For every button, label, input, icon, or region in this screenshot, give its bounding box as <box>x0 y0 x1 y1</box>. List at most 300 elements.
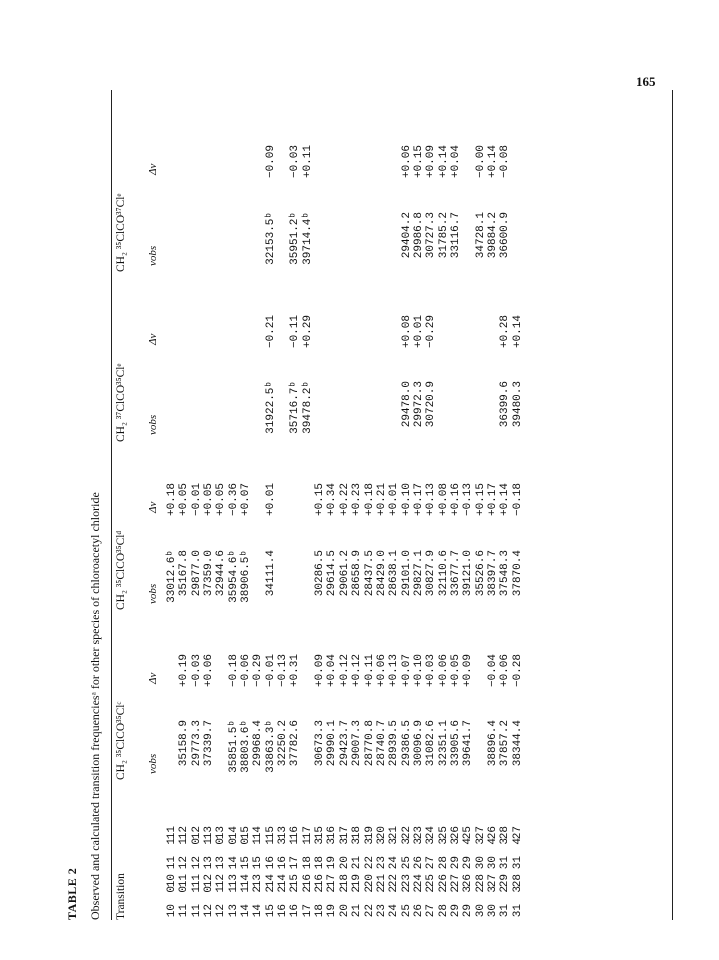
delta-nu-value: +0.11 <box>363 654 376 688</box>
delta-nu-value: +0.09 <box>462 654 475 688</box>
transition-value: 4 <box>486 838 499 845</box>
transition-value: 23 <box>375 904 388 918</box>
nu-obs-value: 33012.6ᵇ <box>166 550 178 603</box>
nu-obs-value <box>326 381 338 439</box>
transition-value: 22 <box>400 826 413 840</box>
delta-nu-value <box>376 145 388 185</box>
transition-value: 29 <box>499 874 512 888</box>
transition-value: 28 <box>499 826 512 840</box>
transition-value: 15 <box>240 856 253 870</box>
delta-nu-value: +0.11 <box>301 145 314 179</box>
nu-obs-value <box>240 212 252 270</box>
nu-obs-value: 35851.5ᵇ <box>227 720 240 773</box>
transition-value: 0 <box>190 838 203 845</box>
transition-value: 18 <box>314 856 327 870</box>
transition-value: 26 <box>462 874 475 888</box>
delta-nu-value <box>203 315 215 355</box>
transition-value: 3 <box>388 838 401 845</box>
transition-value: 26 <box>486 826 499 840</box>
delta-nu-value: −0.01 <box>190 483 203 517</box>
transition-value: 1 <box>264 838 277 845</box>
transition-value: 24 <box>388 856 401 870</box>
delta-nu-value <box>326 145 338 185</box>
nu-obs-value <box>487 381 499 439</box>
delta-nu-value: +0.17 <box>412 483 425 517</box>
delta-nu-value: −0.00 <box>474 145 487 179</box>
nu-obs-header-4: νobs <box>147 245 159 266</box>
transition-value: 2 <box>499 886 512 893</box>
delta-nu-value: +0.06 <box>400 145 413 179</box>
nu-obs-col-3 <box>166 381 524 439</box>
nu-obs-value <box>178 381 190 439</box>
transition-value: 0 <box>203 886 216 893</box>
transition-value: 16 <box>289 904 302 918</box>
transition-value: 1 <box>203 838 216 845</box>
transition-value: 23 <box>400 874 413 888</box>
nu-obs-value <box>364 381 376 439</box>
transition-value: 29 <box>449 856 462 870</box>
delta-nu-value: +0.14 <box>437 145 450 179</box>
nu-obs-value: 31785.2 <box>437 212 450 259</box>
transition-value: 2 <box>301 886 314 893</box>
delta-nu-value: +0.14 <box>486 145 499 179</box>
delta-nu-value: +0.13 <box>425 483 438 517</box>
transition-value: 16 <box>326 826 339 840</box>
delta-nu-col-2 <box>166 483 524 523</box>
transition-value: 1 <box>178 838 191 845</box>
transition-value: 21 <box>375 874 388 888</box>
transition-value: 14 <box>277 874 290 888</box>
transition-value: 15 <box>289 874 302 888</box>
delta-nu-value <box>512 145 524 185</box>
delta-nu-value: +0.03 <box>425 654 438 688</box>
delta-nu-value: +0.18 <box>363 483 376 517</box>
transition-value: 26 <box>449 826 462 840</box>
delta-nu-value: −0.03 <box>289 145 302 179</box>
transition-value: 29 <box>462 856 475 870</box>
delta-nu-value: +0.34 <box>326 483 339 517</box>
nu-obs-value: 29614.5 <box>326 550 339 597</box>
delta-nu-value: +0.06 <box>203 654 216 688</box>
transition-value: 26 <box>412 904 425 918</box>
transition-value: 1 <box>240 886 253 893</box>
nu-obs-value <box>351 381 363 439</box>
transition-value: 1 <box>252 838 265 845</box>
transition-value: 2 <box>314 886 327 893</box>
top-rule <box>111 90 112 920</box>
transition-value: 22 <box>388 874 401 888</box>
delta-nu-value <box>475 654 487 694</box>
nu-obs-value <box>314 212 326 270</box>
transition-value: 18 <box>301 856 314 870</box>
transition-value: 0 <box>240 838 253 845</box>
transition-value: 2 <box>474 886 487 893</box>
delta-nu-value <box>178 145 190 185</box>
nu-obs-value: 30673.3 <box>314 720 327 767</box>
delta-nu-value <box>191 145 203 185</box>
nu-obs-value: 30827.9 <box>425 550 438 597</box>
nu-obs-value: 38803.6ᵇ <box>240 720 253 773</box>
transition-value: 25 <box>425 874 438 888</box>
delta-nu-value: +0.01 <box>412 315 425 349</box>
delta-nu-value <box>166 145 178 185</box>
delta-nu-value <box>252 315 264 355</box>
nu-obs-value: 38906.5ᵇ <box>240 550 253 603</box>
delta-nu-value <box>314 315 326 355</box>
delta-nu-value <box>240 145 252 185</box>
nu-obs-value: 30096.9 <box>412 720 425 767</box>
transition-value: 11 <box>178 874 191 888</box>
transition-value: 30 <box>486 904 499 918</box>
nu-obs-value: 34111.4 <box>264 550 277 597</box>
table-label: TABLE 2 <box>65 867 79 920</box>
nu-obs-value: 32944.6 <box>215 550 228 597</box>
transition-value: 2 <box>388 886 401 893</box>
species-header-4: CH₂ ³⁵ClCO³⁷Clᵉ <box>115 193 127 272</box>
nu-obs-value <box>326 212 338 270</box>
transition-value: 16 <box>277 904 290 918</box>
transition-value: 13 <box>227 874 240 888</box>
delta-nu-value: +0.22 <box>338 483 351 517</box>
delta-nu-value <box>215 654 227 694</box>
delta-nu-value <box>277 483 289 523</box>
rotated-table-page <box>65 90 685 920</box>
nu-obs-value <box>388 381 400 439</box>
delta-nu-value: +0.01 <box>388 483 401 517</box>
transition-value: 3 <box>499 838 512 845</box>
delta-nu-value: +0.05 <box>215 483 228 517</box>
transition-value: 22 <box>363 856 376 870</box>
transition-value: 18 <box>314 904 327 918</box>
transition-value: 21 <box>388 826 401 840</box>
nu-obs-value: 32250.2 <box>277 720 290 767</box>
nu-obs-value: 32110.6 <box>437 550 450 597</box>
transition-value: 3 <box>462 886 475 893</box>
delta-nu-value: −0.13 <box>277 654 290 688</box>
transition-header: Transition <box>115 873 127 920</box>
nu-obs-value: 37782.6 <box>289 720 302 767</box>
transition-value: 13 <box>277 826 290 840</box>
transition-quantum-col-3 <box>166 874 524 890</box>
nu-obs-value: 35716.7ᵇ <box>289 381 302 434</box>
transition-value: 12 <box>215 904 228 918</box>
nu-obs-value: 39478.2ᵇ <box>301 381 314 434</box>
delta-nu-value: +0.19 <box>178 654 191 688</box>
delta-nu-value: +0.09 <box>425 145 438 179</box>
transition-value: 14 <box>227 826 240 840</box>
transition-value: 11 <box>190 874 203 888</box>
nu-obs-value <box>364 212 376 270</box>
transition-value: 3 <box>449 838 462 845</box>
delta-nu-value: +0.08 <box>437 483 450 517</box>
nu-obs-value <box>351 212 363 270</box>
delta-nu-col-3 <box>166 315 524 355</box>
delta-nu-value: −0.36 <box>227 483 240 517</box>
nu-obs-value: 33677.7 <box>449 550 462 597</box>
nu-obs-value <box>512 212 524 270</box>
delta-nu-value: −0.03 <box>190 654 203 688</box>
transition-value: 17 <box>326 874 339 888</box>
nu-obs-value <box>166 212 178 270</box>
transition-value: 12 <box>203 874 216 888</box>
transition-value: 0 <box>215 838 228 845</box>
delta-nu-value <box>215 315 227 355</box>
delta-nu-value: −0.11 <box>289 315 302 349</box>
delta-nu-value <box>215 145 227 185</box>
species-header-3: CH₂ ³⁷ClCO³⁵Clᵉ <box>115 363 127 442</box>
nu-obs-value <box>289 550 301 608</box>
delta-nu-value <box>351 315 363 355</box>
nu-obs-value: 35526.6 <box>474 550 487 597</box>
delta-nu-value: +0.06 <box>437 654 450 688</box>
transition-value: 15 <box>314 826 327 840</box>
delta-nu-value: −0.29 <box>252 654 265 688</box>
nu-obs-value <box>215 212 227 270</box>
nu-obs-value <box>178 212 190 270</box>
transition-value: 16 <box>277 856 290 870</box>
transition-value: 14 <box>227 856 240 870</box>
delta-nu-value: +0.10 <box>412 654 425 688</box>
delta-nu-value <box>277 145 289 185</box>
nu-obs-value <box>314 381 326 439</box>
transition-value: 27 <box>511 826 524 840</box>
nu-obs-value <box>203 381 215 439</box>
transition-value: 13 <box>252 874 265 888</box>
delta-nu-value <box>364 315 376 355</box>
nu-obs-value <box>277 212 289 270</box>
delta-nu-value: +0.16 <box>449 483 462 517</box>
nu-obs-value <box>302 720 314 778</box>
nu-obs-value <box>462 381 474 439</box>
delta-nu-value <box>364 145 376 185</box>
transition-value: 3 <box>486 886 499 893</box>
delta-nu-value: +0.29 <box>301 315 314 349</box>
nu-obs-value: 35158.9 <box>178 720 191 767</box>
transition-value: 2 <box>264 886 277 893</box>
transition-value: 2 <box>400 886 413 893</box>
nu-obs-value: 39641.7 <box>462 720 475 767</box>
nu-obs-value <box>339 212 351 270</box>
transition-value: 23 <box>412 826 425 840</box>
transition-value: 19 <box>351 874 364 888</box>
transition-value: 14 <box>264 874 277 888</box>
transition-value: 2 <box>375 886 388 893</box>
delta-nu-value: −0.08 <box>499 145 512 179</box>
delta-nu-col-4 <box>166 145 524 185</box>
transition-value: 3 <box>351 838 364 845</box>
transition-value: 14 <box>252 904 265 918</box>
transition-value: 19 <box>326 904 339 918</box>
delta-nu-value: −0.13 <box>462 483 475 517</box>
transition-value: 2 <box>351 886 364 893</box>
transition-value: 2 <box>449 886 462 893</box>
delta-nu-header-4: Δν <box>147 163 159 175</box>
transition-value: 11 <box>178 904 191 918</box>
nu-obs-value <box>252 550 264 608</box>
nu-obs-value: 29990.1 <box>326 720 339 767</box>
transition-value: 13 <box>203 856 216 870</box>
delta-nu-value: +0.05 <box>449 654 462 688</box>
delta-nu-value <box>203 145 215 185</box>
nu-obs-col-2 <box>166 550 524 608</box>
transition-value: 1 <box>215 886 228 893</box>
nu-obs-value: 28658.9 <box>351 550 364 597</box>
transition-value: 31 <box>511 856 524 870</box>
delta-nu-value <box>302 483 314 523</box>
transition-value: 2 <box>277 886 290 893</box>
delta-nu-value <box>289 483 301 523</box>
transition-value: 28 <box>437 904 450 918</box>
delta-nu-value: +0.28 <box>499 315 512 349</box>
delta-nu-value <box>450 315 462 355</box>
transition-value: 17 <box>301 826 314 840</box>
nu-obs-value: 29986.8 <box>412 212 425 259</box>
delta-nu-value: +0.05 <box>203 483 216 517</box>
nu-obs-value: 29386.5 <box>400 720 413 767</box>
transition-value: 18 <box>338 874 351 888</box>
transition-value: 31 <box>511 904 524 918</box>
transition-value: 24 <box>412 874 425 888</box>
nu-obs-col-4 <box>166 212 524 270</box>
transition-value: 2 <box>437 886 450 893</box>
delta-nu-value: +0.21 <box>375 483 388 517</box>
nu-obs-value <box>339 381 351 439</box>
transition-value: 24 <box>425 826 438 840</box>
nu-obs-value: 36600.9 <box>499 212 512 259</box>
nu-obs-value: 35167.8 <box>178 550 191 597</box>
transition-value: 1 <box>166 838 178 845</box>
nu-obs-value: 28939.5 <box>388 720 401 767</box>
nu-obs-value: 38344.4 <box>511 720 524 767</box>
nu-obs-value <box>277 550 289 608</box>
species-header-1: CH₂ ³⁵ClCO³⁵Clᶜ <box>115 701 127 780</box>
nu-obs-value <box>228 212 240 270</box>
transition-value: 27 <box>486 874 499 888</box>
delta-nu-value <box>462 315 474 355</box>
transition-value: 25 <box>400 856 413 870</box>
transition-value: 28 <box>511 874 524 888</box>
transition-value: 17 <box>301 904 314 918</box>
nu-obs-value: 30727.3 <box>425 212 438 259</box>
nu-obs-value: 30286.5 <box>314 550 327 597</box>
delta-nu-value <box>252 483 264 523</box>
transition-value: 17 <box>338 826 351 840</box>
transition-quantum-col-4 <box>166 856 524 872</box>
delta-nu-value <box>314 145 326 185</box>
delta-nu-value: +0.06 <box>375 654 388 688</box>
nu-obs-value <box>450 381 462 439</box>
delta-nu-value <box>166 654 178 694</box>
nu-obs-value <box>438 381 450 439</box>
nu-obs-value: 29061.2 <box>338 550 351 597</box>
delta-nu-value: −0.18 <box>511 483 524 517</box>
nu-obs-value: 29968.4 <box>252 720 265 767</box>
nu-obs-value <box>215 381 227 439</box>
transition-value: 0 <box>227 838 240 845</box>
transition-value: 23 <box>375 856 388 870</box>
nu-obs-value: 31082.6 <box>425 720 438 767</box>
transition-value: 20 <box>338 904 351 918</box>
transition-value: 31 <box>499 904 512 918</box>
delta-nu-value: +0.07 <box>400 654 413 688</box>
transition-value: 16 <box>314 874 327 888</box>
transition-value: 27 <box>425 904 438 918</box>
transition-value: 3 <box>326 838 339 845</box>
nu-obs-value <box>191 212 203 270</box>
transition-value: 2 <box>363 886 376 893</box>
transition-value: 1 <box>190 886 203 893</box>
transition-value: 19 <box>363 826 376 840</box>
transition-value: 19 <box>326 856 339 870</box>
delta-nu-value: −0.06 <box>240 654 253 688</box>
delta-nu-value: +0.05 <box>178 483 191 517</box>
transition-value: 21 <box>351 904 364 918</box>
transition-value: 3 <box>474 838 487 845</box>
transition-value: 14 <box>252 826 265 840</box>
nu-obs-value <box>228 381 240 439</box>
transition-value: 29 <box>449 904 462 918</box>
table-caption: Observed and calculated transition frequenciesᵃ for other species of chloroacetyl chloride <box>88 492 102 920</box>
delta-nu-header-2: Δν <box>147 501 159 513</box>
nu-obs-value: 39121.0 <box>462 550 475 597</box>
nu-obs-header-3: νobs <box>147 414 159 435</box>
delta-nu-value: −0.28 <box>511 654 524 688</box>
transition-value: 3 <box>511 886 524 893</box>
transition-value: 1 <box>289 838 302 845</box>
nu-obs-value: 37548.3 <box>499 550 512 597</box>
delta-nu-value <box>302 654 314 694</box>
nu-obs-value <box>166 381 178 439</box>
delta-nu-value: −0.29 <box>425 315 438 349</box>
transition-value: 21 <box>351 856 364 870</box>
nu-obs-header-2: νobs <box>147 583 159 604</box>
delta-nu-value <box>339 145 351 185</box>
transition-value: 12 <box>190 826 203 840</box>
transition-value: 10 <box>166 874 178 888</box>
transition-value: 25 <box>437 826 450 840</box>
transition-value: 17 <box>289 856 302 870</box>
transition-value: 12 <box>190 856 203 870</box>
nu-obs-header-1: νobs <box>147 753 159 774</box>
transition-value: 10 <box>166 904 178 918</box>
nu-obs-value: 31922.5ᵇ <box>264 381 277 434</box>
delta-nu-value <box>228 315 240 355</box>
nu-obs-value: 29972.3 <box>412 381 425 428</box>
nu-obs-value <box>252 212 264 270</box>
delta-nu-value: +0.13 <box>388 654 401 688</box>
delta-nu-value: +0.15 <box>474 483 487 517</box>
delta-nu-value: +0.15 <box>314 483 327 517</box>
delta-nu-value <box>326 315 338 355</box>
delta-nu-value: +0.06 <box>499 654 512 688</box>
transition-value: 25 <box>462 826 475 840</box>
transition-value: 2 <box>326 886 339 893</box>
nu-obs-value: 28770.8 <box>363 720 376 767</box>
delta-nu-value <box>191 315 203 355</box>
transition-value: 13 <box>203 826 216 840</box>
delta-nu-value: +0.23 <box>351 483 364 517</box>
delta-nu-value <box>166 315 178 355</box>
delta-nu-header-1: Δν <box>147 672 159 684</box>
transition-value: 2 <box>338 886 351 893</box>
transition-value: 3 <box>400 838 413 845</box>
nu-obs-value <box>302 550 314 608</box>
nu-obs-value: 29877.0 <box>190 550 203 597</box>
transition-value: 2 <box>252 886 265 893</box>
nu-obs-value: 28740.7 <box>375 720 388 767</box>
nu-obs-value: 29773.3 <box>190 720 203 767</box>
nu-obs-value: 29423.7 <box>338 720 351 767</box>
